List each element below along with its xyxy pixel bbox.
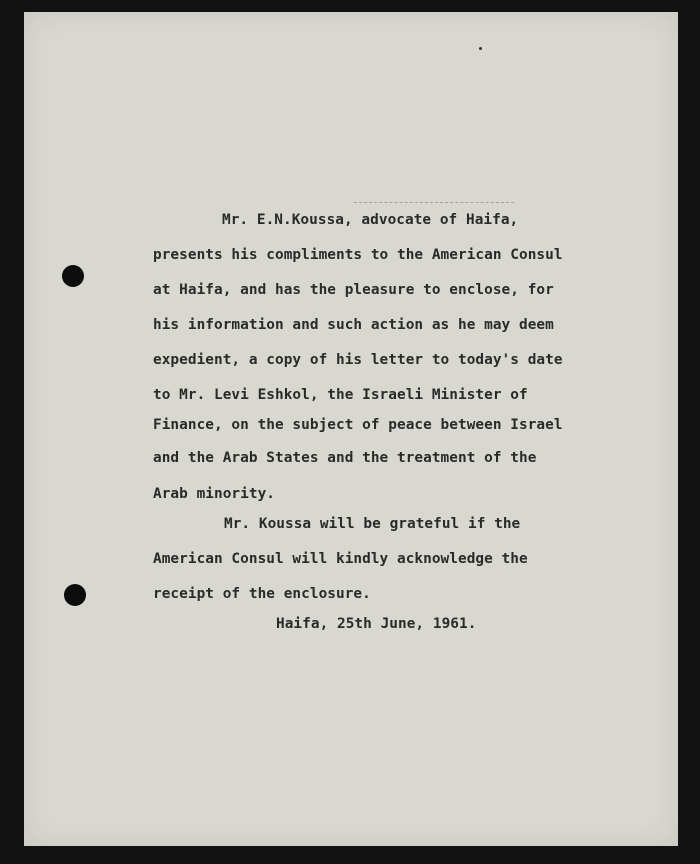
text-line: receipt of the enclosure. (153, 586, 371, 602)
fold-mark (354, 202, 514, 203)
dateline: Haifa, 25th June, 1961. (276, 616, 477, 632)
text-line: Arab minority. (153, 486, 275, 502)
text-line: expedient, a copy of his letter to today's date (153, 352, 563, 368)
text-line: to Mr. Levi Eshkol, the Israeli Minister of (153, 387, 528, 403)
text-line: at Haifa, and has the pleasure to enclose, for (153, 282, 554, 298)
text-line: Mr. E.N.Koussa, advocate of Haifa, (222, 212, 519, 228)
document-page (24, 12, 678, 846)
text-line: Finance, on the subject of peace between Israel (153, 417, 563, 433)
text-line: his information and such action as he may deem (153, 317, 554, 333)
paper-speck (479, 47, 482, 50)
text-line: Mr. Koussa will be grateful if the (224, 516, 521, 532)
punch-hole (62, 265, 84, 287)
punch-hole (64, 584, 86, 606)
text-line: presents his compliments to the American Consul (153, 247, 563, 263)
text-line: and the Arab States and the treatment of the (153, 450, 537, 466)
text-line: American Consul will kindly acknowledge the (153, 551, 528, 567)
